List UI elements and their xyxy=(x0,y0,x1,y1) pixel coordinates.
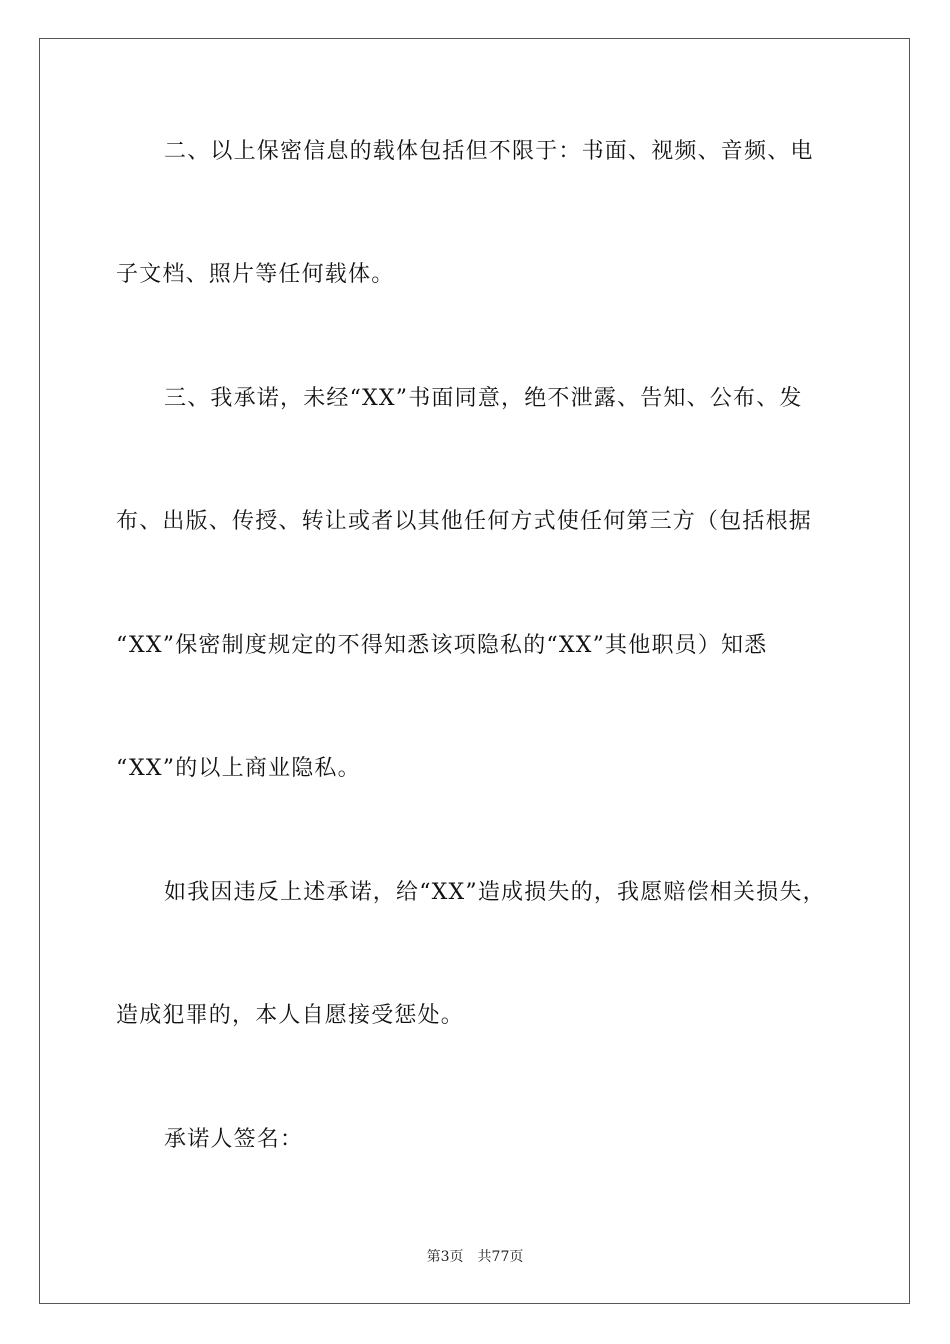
paragraph-2-line-2: 子文档、照片等任何载体。 xyxy=(116,262,395,287)
paragraph-3-line-2: 布、出版、传授、转让或者以其他任何方式使任何第三方（包括根据 xyxy=(116,509,813,534)
page-number: 第3页 xyxy=(426,1249,464,1265)
paragraph-4-line-2: 造成犯罪的，本人自愿接受惩处。 xyxy=(116,1003,465,1028)
signature-label: 承诺人签名： xyxy=(164,1127,304,1152)
paragraph-4-line-1: 如我因违反上述承诺，给“XX”造成损失的，我愿赔偿相关损失， xyxy=(164,880,826,905)
paragraph-3-line-3: “XX”保密制度规定的不得知悉该项隐私的“XX”其他职员）知悉 xyxy=(116,633,768,658)
page-frame xyxy=(39,38,910,1304)
paragraph-3-line-4: “XX”的以上商业隐私。 xyxy=(116,756,361,781)
page-footer xyxy=(0,1248,950,1266)
paragraph-3-line-1: 三、我承诺，未经“XX”书面同意，绝不泄露、告知、公布、发 xyxy=(164,386,803,411)
paragraph-2-line-1: 二、以上保密信息的载体包括但不限于：书面、视频、音频、电 xyxy=(164,139,814,164)
page-total: 共77页 xyxy=(477,1249,524,1265)
